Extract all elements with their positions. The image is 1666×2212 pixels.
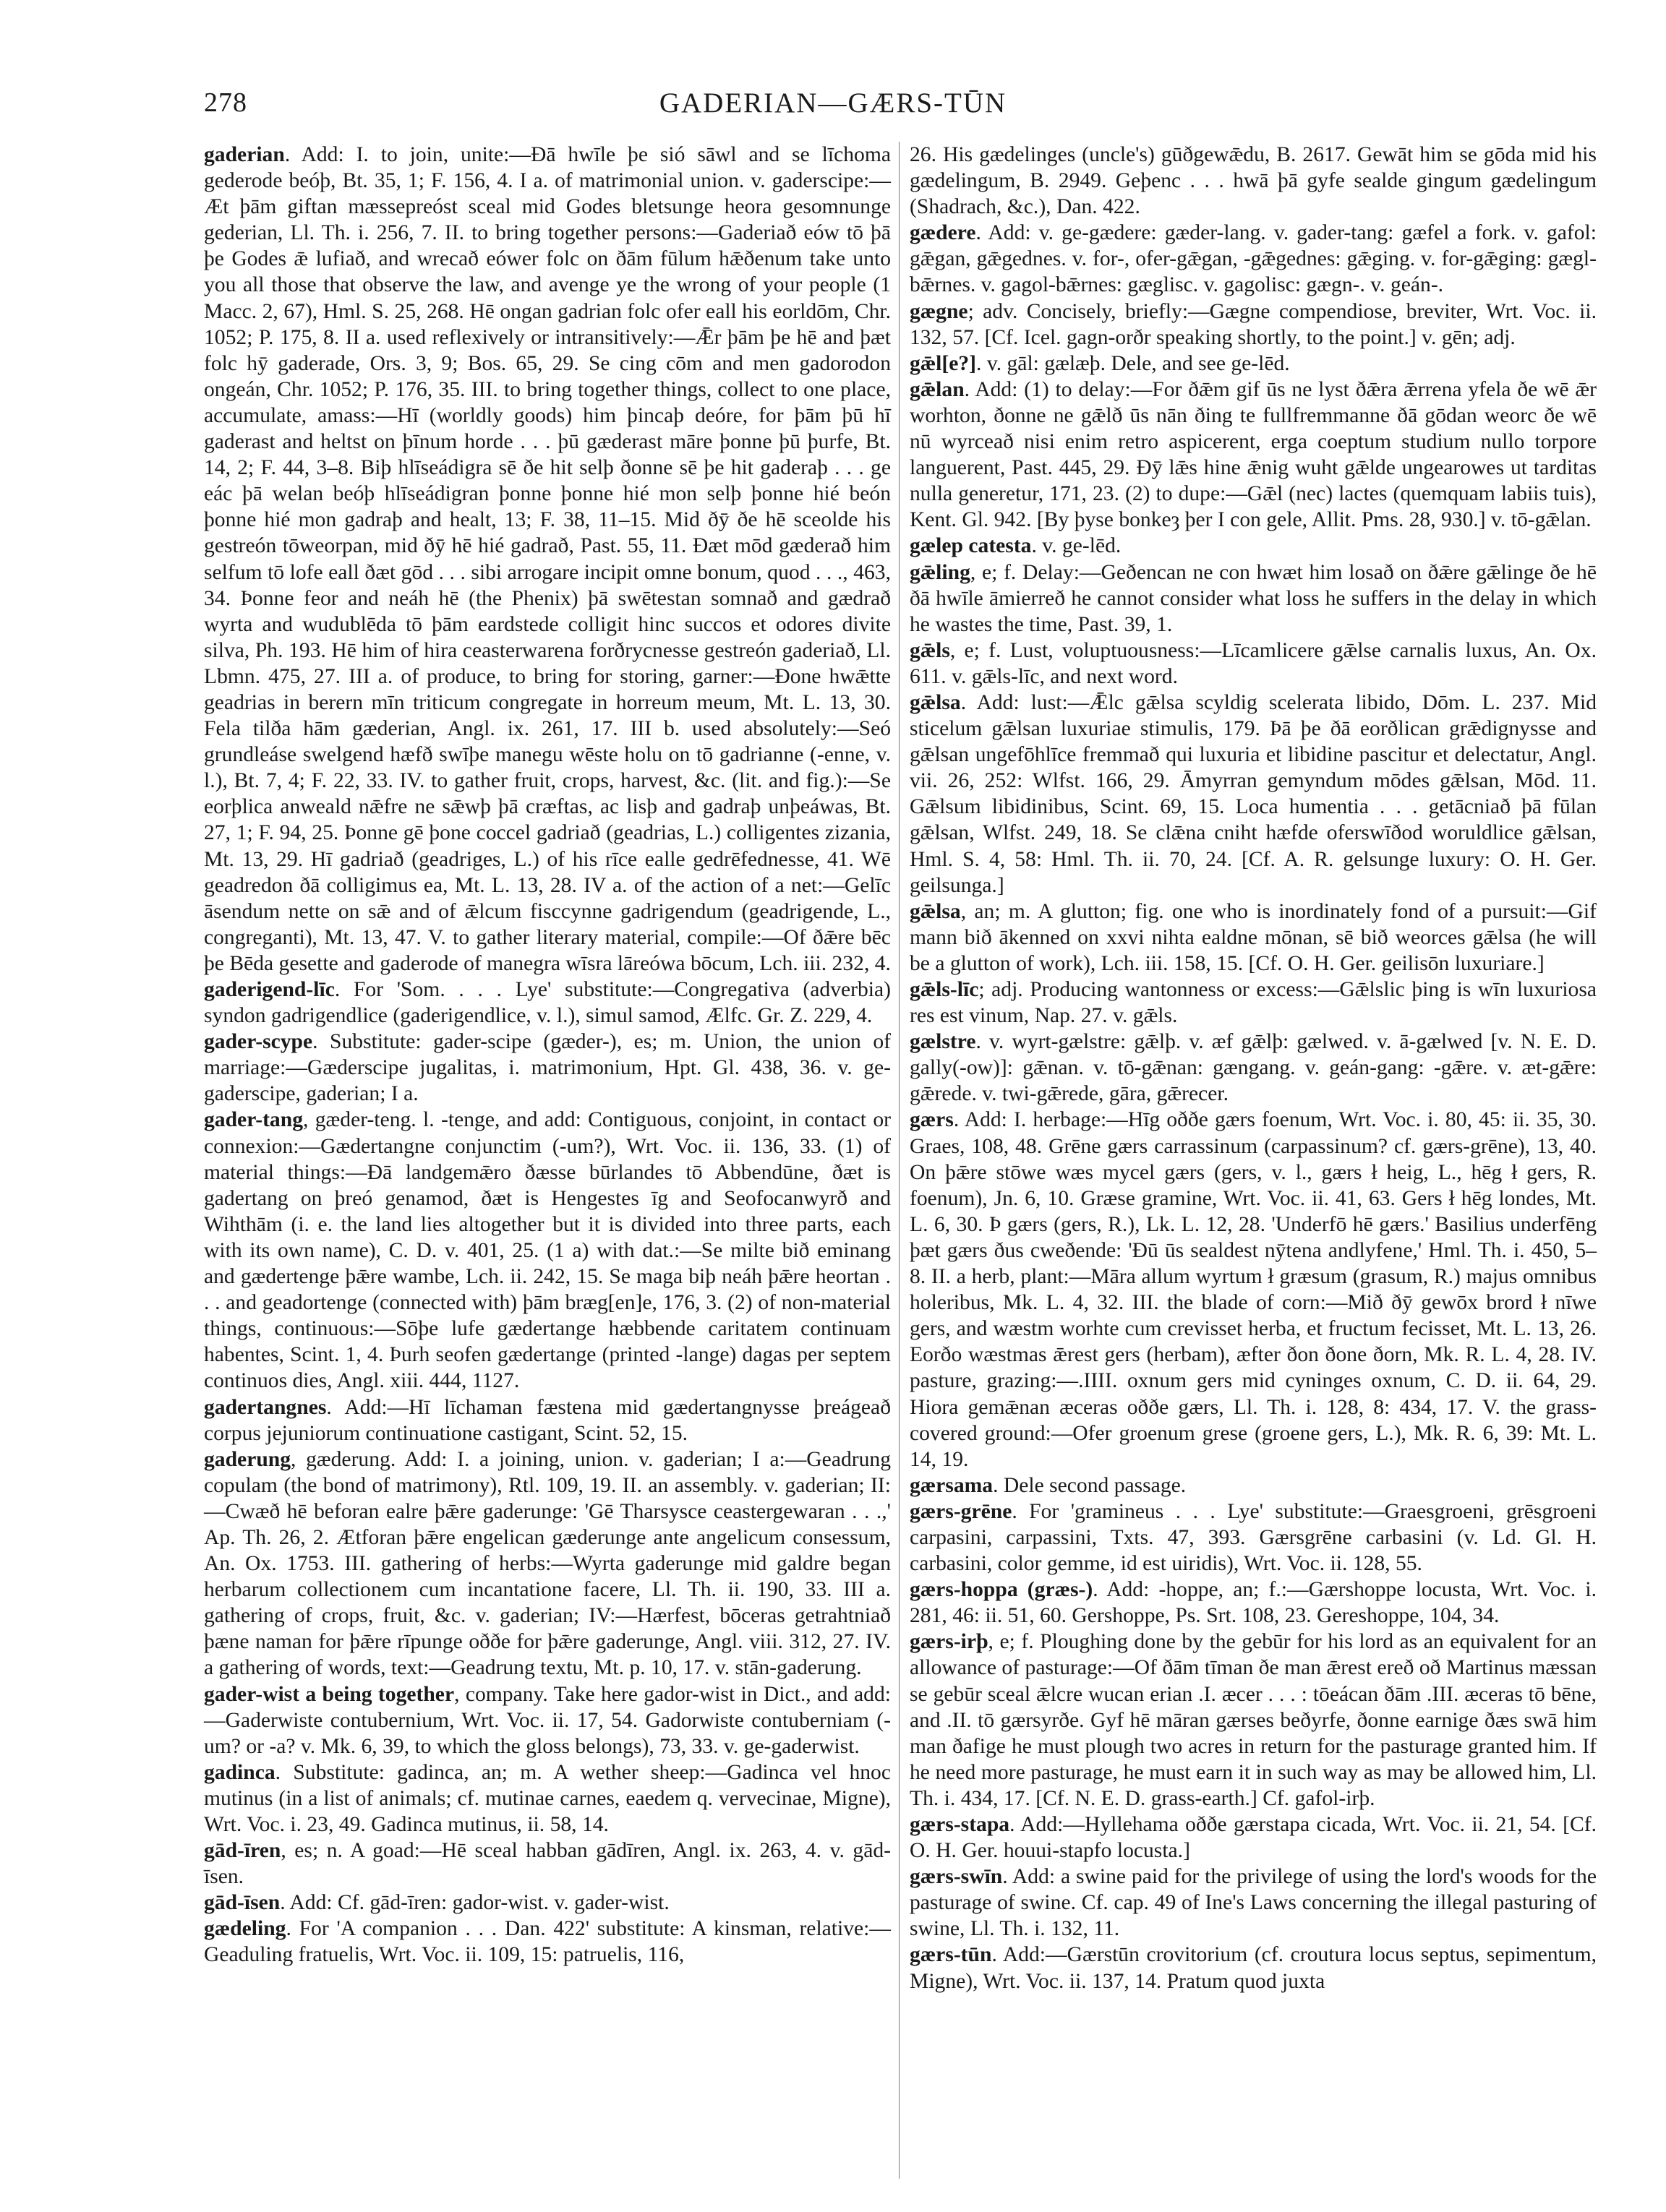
left-column (204, 142, 891, 1968)
headword: gǣling (910, 560, 970, 584)
headword: gærs-swīn (910, 1865, 1003, 1889)
headword: gælep catesta (910, 534, 1032, 558)
dictionary-entry: gærsama. Dele second passage. (910, 1473, 1187, 1497)
right-column (910, 142, 1597, 1994)
headword: gædere (910, 221, 976, 245)
headword: gærs-hoppa (græs-) (910, 1578, 1093, 1602)
headword: gærs-irþ (910, 1630, 988, 1654)
dictionary-entry: gadertangnes. Add:—Hī līchaman fæstena mid gædertangnysse þreágeað corpus jejuniorum continuatione castigant, Scint. 52, 15. (204, 1395, 891, 1445)
dictionary-entry: gærs-swīn. Add: a swine paid for the privilege of using the lord's woods for the pasturage of swine. Cf. cap. 49 of Ine's Laws concerning the illegal pasturing of swine, Ll. Th. i. 132, 11. (910, 1865, 1597, 1941)
headword: gælstre (910, 1030, 976, 1054)
headword: gader-tang (204, 1108, 303, 1132)
dictionary-entry: gǣlan. Add: (1) to delay:—For ðǣm gif ūs ne lyst ðǣra ǣrrena yfela ðe wē ǣr worhton, ðonne ne gǣlð ūs nān ðing te fullfremmanne ðā gōdan weorc ðe wē nū wyrceað nisi enim retro aspicerent, erga coeptum studium nullo torpore languerent, Past. 445, 29. Ðȳ lǣs hine ǣnig wuht gǣlde ungearowes ut tarditas nulla generetur, 171, 23. (2) to dupe:—Gǣl (nec) lactes (quemquam labiis tuis), Kent. Gl. 942. [By þyse bonkeȝ þer I con gele, Allit. Pms. 28, 930.] v. tō-gǣlan. (910, 377, 1597, 532)
headword: gaderung (204, 1447, 291, 1471)
headword: gærs-tūn (910, 1943, 992, 1967)
headword: gader-wist a being together (204, 1682, 455, 1706)
dictionary-entry: gǣling, e; f. Delay:—Geðencan ne con hwæt him losað on ðǣre gǣlinge ðe hē ðā hwīle āmierreð he cannot consider what loss he suffers in the delay in which he wastes the time, Past. 39, 1. (910, 560, 1597, 636)
dictionary-entry: gædeling. For 'A companion . . . Dan. 422' substitute: A kinsman, relative:—Geaduling fratuelis, Wrt. Voc. ii. 109, 15: patruelis, 116, (204, 1917, 891, 1967)
headword: gǣlan (910, 377, 965, 401)
dictionary-entry: gærs-stapa. Add:—Hyllehama oððe gærstapa cicada, Wrt. Voc. ii. 21, 54. [Cf. O. H. Ger. houui-stapfo locusta.] (910, 1813, 1597, 1863)
headword: gædeling (204, 1917, 286, 1941)
dictionary-entry: gǣlsa, an; m. A glutton; fig. one who is inordinately fond of a pursuit:—Gif mann bið ākenned on xxvi nihta ealdne mōnan, sē bið weorces gǣlsa (he will be a glutton of work), Lch. iii. 158, 15. [Cf. O. H. Ger. geilisōn luxuriare.] (910, 899, 1597, 975)
dictionary-entry: gaderian. Add: I. to join, unite:—Ðā hwīle þe sió sāwl and se līchoma gederode beóþ, Bt. 35, 1; F. 156, 4. I a. of matrimonial union. v. gaderscipe:—Æt þām giftan mæssepreóst sceal mid Godes bletsunge heora gesomnunge gederian, Ll. Th. i. 256, 7. II. to bring together persons:—Gaderiað eów tō þā þe Godes ǣ lufiað, and wrecað eówer folc on ðām fūlum hǣðenum take unto you all those that observe the law, and avenge ye the wrong of your people (1 Macc. 2, 67), Hml. S. 25, 268. Hē ongan gadrian folc ofer eall his eorldōm, Chr. 1052; P. 175, 8. II a. used reflexively or intransitively:—Ǣr þām þe hē and þæt folc hȳ gaderade, Ors. 3, 9; Bos. 65, 29. Se cing cōm and men gadorodon ongeán, Chr. 1052; P. 176, 35. III. to bring together things, collect to one place, accumulate, amass:—Hī (worldly goods) him þincaþ deóre, for þām þū hī gaderast and heltst on þīnum horde . . . þū gæderast māre þonne þū þurfe, Bt. 14, 2; F. 44, 3–8. Biþ hlīseádigra sē ðe hit selþ ðonne sē þe hit gaderaþ . . . ge eác þā welan beóþ hlīseádigran þonne þonne hié mon selþ þonne hié beón þonne hié mon gadraþ and healt, 13; F. 38, 11–15. Mid ðȳ ðe hē sceolde his gestreón tōweorpan, mid ðȳ hē hié gadrað, Past. 55, 11. Ðæt mōd gæderað him selfum tō lofe eall ðæt gōd . . . sibi arrogare incipit omne bonum, quod . . ., 463, 34. Þonne feor and neáh hē (the Phenix) þā swētestan somnað and gædrað wyrta and wudublēda tō þām eardstede colligit hinc succos et odores divite silva, Ph. 193. Hē him of hira ceasterwarena forðrycnesse gestreón gaderiað, Ll. Lbmn. 475, 27. III a. of produce, to bring for storing, garner:—Ðone hwǣtte geadrias in berern mīn triticum congregate in horreum meum, Mt. L. 13, 30. Fela tilða hām gæderian, Angl. ix. 261, 17. III b. used absolutely:—Seó grundleáse swelgend hæfð swīþe manegu wēste holu on tō gadrianne (-enne, v. l.), Bt. 7, 4; F. 22, 33. IV. to gather fruit, crops, harvest, &c. (lit. and fig.):—Se eorþlica anweald nǣfre ne sǣwþ þā cræftas, ac lisþ and gadraþ unþeáwas, Bt. 27, 1; F. 94, 25. Þonne gē þone coccel gadriað (geadrias, L.) colligentes zizania, Mt. 13, 29. Hī gadriað (geadriges, L.) of his rīce ealle gedrēfednesse, 41. Wē geadredon ðā colligimus ea, Mt. L. 13, 28. IV a. of the action of a net:—Gelīc āsendum nette on sǣ and of ǣlcum fisccynne gadrigendum (geadrigende, L., congreganti), Mt. 13, 47. V. to gather literary material, compile:—Of ðǣre bēc þe Bēda gesette and gaderode of manegra wīsra lāreówa bōcum, Lch. iii. 232, 4. (204, 143, 891, 975)
headword: gaderigend-līc (204, 978, 335, 1001)
headword: gadertangnes (204, 1395, 327, 1419)
dictionary-entry: gader-tang, gæder-teng. l. -tenge, and add: Contiguous, conjoint, in contact or connexion:—Gædertangne conjunctim (-um?), Wrt. Voc. ii. 136, 33. (1) of material things:—Ðā landgemǣro ðæsse būrlandes tō Abbendūne, ðæt is gadertang on þreó genamod, ðæt is Hengestes īg and Seofocanwyrð and Wihthām (i. e. the land lies altogether but it is divided into three parts, each with its own name), C. D. v. 401, 25. (1 a) with dat.:—Se milte bið eminang and gædertenge þǣre wambe, Lch. ii. 242, 15. Se maga biþ neáh þǣre heortan . . . and geadortenge (connected with) þām bræg[en]e, 176, 3. (2) of non-material things, continuous:—Sōþe lufe gædertange hæbbende caritatem continuam habentes, Scint. 1, 4. Þurh seofen gædertange (printed -lange) dagas per septem continuos dies, Angl. xiii. 444, 1127. (204, 1108, 891, 1393)
running-head: GADERIAN—GÆRS-TŪN (659, 87, 1007, 119)
headword: gadinca (204, 1760, 275, 1784)
headword: gād-īsen (204, 1891, 281, 1915)
headword: gǣlsa (910, 899, 961, 923)
dictionary-entry: gād-īren, es; n. A goad:—Hē sceal habban gādīren, Angl. ix. 263, 4. v. gād-īsen. (204, 1839, 891, 1889)
headword: gǣlsa (910, 690, 961, 714)
headword: gader-scype (204, 1030, 313, 1054)
column-divider (899, 142, 900, 2179)
dictionary-entry: gadinca. Substitute: gadinca, an; m. A wether sheep:—Gadinca vel hnoc mutinus (in a list of animals; cf. mutinae carnes, eaedem q. vervecinae, Migne), Wrt. Voc. i. 23, 49. Gadinca mutinus, ii. 58, 14. (204, 1760, 891, 1836)
dictionary-entry: gǣls, e; f. Lust, voluptuousness:—Līcamlicere gǣlse carnalis luxus, An. Ox. 611. v. gǣls-līc, and next word. (910, 638, 1597, 688)
headword: gǣls-līc (910, 978, 979, 1001)
dictionary-entry: gader-wist a being together, company. Take here gador-wist in Dict., and add:—Gaderwiste contubernium, Wrt. Voc. ii. 17, 54. Gadorwiste contuberniam (-um? or -a? v. Mk. 6, 39, to which the gloss belongs), 73, 33. v. ge-gaderwist. (204, 1682, 891, 1758)
dictionary-entry: gǣls-līc; adj. Producing wantonness or excess:—Gǣlslic þing is wīn luxuriosa res est vinum, Nap. 27. v. gǣls. (910, 978, 1597, 1028)
dictionary-entry: gaderigend-līc. For 'Som. . . . Lye' substitute:—Congregativa (adverbia) syndon gadrigendlice (gaderigendlice, v. l.), simul samod, Ælfc. Gr. Z. 229, 4. (204, 978, 891, 1028)
dictionary-entry: gærs-irþ, e; f. Ploughing done by the gebūr for his lord as an equivalent for an allowance of pasturage:—Of ðām tīman ðe man ǣrest ereð oð Martinus mæssan se gebūr sceal ǣlcre wucan erian .I. æcer . . . : tōeácan ðām .III. æceras tō bēne, and .II. tō gærsyrðe. Gyf hē māran gærses beðyrfe, ðonne earnige ðæs swā him man ðafige he must plough two acres in return for the pasturage granted him. If he need more pasturage, he must earn it in such way as may be allowed him, Ll. Th. i. 434, 17. [Cf. N. E. D. grass-earth.] Cf. gafol-irþ. (910, 1630, 1597, 1810)
headword: gaderian (204, 143, 285, 166)
page-number: 278 (204, 87, 247, 118)
dictionary-entry: gædere. Add: v. ge-gædere: gæder-lang. v. gader-tang: gæfel a fork. v. gafol: gǣgan, gǣgednes. v. for-, ofer-gǣgan, -gǣgednes: gǣging. v. for-gǣging: gægl-bǣrnes. v. gagol-bǣrnes: gæglisc. v. gagolisc: gægn-. v. geán-. (910, 221, 1597, 297)
dictionary-entry: gælstre. v. wyrt-gælstre: gǣlþ. v. æf gǣlþ: gælwed. v. ā-gælwed [v. N. E. D. gally(-ow)]: gǣnan. v. tō-gǣnan: gængang. v. geán-gang: -gǣre. v. æt-gǣre: gǣrede. v. twi-gǣrede, gāra, gǣrecer. (910, 1030, 1597, 1106)
dictionary-entry: gader-scype. Substitute: gader-scipe (gæder-), es; m. Union, the union of marriage:—Gæderscipe jugalitas, i. matrimonium, Hpt. Gl. 438, 36. v. ge-gaderscipe, gaderian; I a. (204, 1030, 891, 1106)
headword: gærs-stapa (910, 1813, 1010, 1836)
headword: gægne (910, 299, 968, 323)
headword: gærs (910, 1108, 954, 1132)
dictionary-entry: gærs-grēne. For 'gramineus . . . Lye' substitute:—Graesgroeni, grēsgroeni carpasini, carpassini, Txts. 47, 393. Gærsgrēne carbasini (v. Ld. Gl. H. carbasini, color gemme, id est uiridis), Wrt. Voc. ii. 128, 55. (910, 1499, 1597, 1576)
dictionary-entry: gærs. Add: I. herbage:—Hīg oððe gærs foenum, Wrt. Voc. i. 80, 45: ii. 35, 30. Graes, 108, 48. Grēne gærs carrassinum (carpassinum? cf. gærs-grēne), 13, 40. On þǣre stōwe wæs mycel gærs (gers, v. l., gærs ł heig, L., hēg ł gers, R. foenum), Jn. 6, 10. Græse gramine, Wrt. Voc. ii. 41, 63. Gers ł hēg londes, Mt. L. 6, 30. Þ gærs (gers, R.), Lk. L. 12, 28. 'Underfō hē gærs.' Basilius underfēng þæt gærs ðus cweðende: 'Ðū ūs sealdest nȳtena andlyfene,' Hml. Th. i. 450, 5–8. II. a herb, plant:—Māra allum wyrtum ł græsum (grasum, R.) majus omnibus holeribus, Mk. L. 4, 32. III. the blade of corn:—Mið ðȳ gewōx brord ł nīwe gers, and wæstm worhte cum crevisset herba, et fructum fecisset, Mt. L. 13, 26. Eorðo wæstmas ǣrest gers (herbam), æfter ðon ðone ðorn, Mk. R. L. 4, 28. IV. pasture, grazing:—.IIII. oxnum gers mid cyninges oxnum, C. D. ii. 64, 29. Hiora gemǣnan æceras oððe gærs, Ll. Th. i. 128, 8: 434, 17. V. the grass-covered ground:—Ofer groenum grese (groene gers, L.), Mk. R. 6, 39: Mt. L. 14, 19. (910, 1108, 1597, 1471)
dictionary-entry: gaderung, gæderung. Add: I. a joining, union. v. gaderian; I a:—Geadrung copulam (the bond of matrimony), Rtl. 109, 19. II. an assembly. v. gaderian; II:—Cwæð hē beforan ealre þǣre gaderunge: 'Gē Tharsysce ceastergewaran . . .,' Ap. Th. 26, 2. Ætforan þǣre engelican gæderunge ante angelicum consessum, An. Ox. 1753. III. gathering of herbs:—Wyrta gaderunge mid galdre began herbarum collectionem cum incantatione facere, Ll. Th. ii. 190, 33. III a. gathering of crops, fruit, &c. v. gaderian; IV:—Hærfest, bōceras getrahtniað þæne naman for þǣre rīpunge oððe for þǣre gaderunge, Angl. viii. 312, 27. IV. a gathering of words, text:—Geadrung textu, Mt. p. 10, 17. v. stān-gaderung. (204, 1447, 891, 1680)
dictionary-entry: gærs-hoppa (græs-). Add: -hoppe, an; f.:—Gærshoppe locusta, Wrt. Voc. i. 281, 46: ii. 51, 60. Gershoppe, Ps. Srt. 108, 23. Gereshoppe, 104, 34. (910, 1578, 1597, 1628)
headword: gǣl[e?] (910, 351, 977, 375)
dictionary-entry: gægne; adv. Concisely, briefly:—Gægne compendiose, breviter, Wrt. Voc. ii. 132, 57. [Cf. Icel. gagn-orðr speaking shortly, to the point.] v. gēn; adj. (910, 299, 1597, 349)
headword: gærs-grēne (910, 1499, 1012, 1523)
headword: gǣls (910, 638, 950, 662)
dictionary-entry: gǣlsa. Add: lust:—Ǣlc gǣlsa scyldig scelerata libido, Dōm. L. 237. Mid sticelum gǣlsan luxuriae stimulis, 179. Þā þe ðā eorðlican grǣdignysse and gǣlsan ungefōhlīce fremmað qui luxuria et libidine pascitur et delectatur, Angl. vii. 26, 252: Wlfst. 166, 29. Āmyrran gemyndum mōdes gǣlsan, Mōd. 11. Gǣlsum libidinibus, Scint. 69, 15. Loca humentia . . . getācniað þā fūlan gǣlsan, Wlfst. 249, 18. Se clǣna cniht hæfde oferswīðod woruldlice gǣlsan, Hml. S. 4, 58: Hml. Th. ii. 70, 24. [Cf. A. R. gelsunge luxury: O. H. Ger. geilsunga.] (910, 690, 1597, 897)
dictionary-entry: 26. His gædelinges (uncle's) gūðgewǣdu, B. 2617. Gewāt him se gōda mid his gædelingum, B. 2949. Geþenc . . . hwā þā gyfe sealde gingum gædelingum (Shadrach, &c.), Dan. 422. (910, 143, 1597, 219)
dictionary-entry: gād-īsen. Add: Cf. gād-īren: gador-wist. v. gader-wist. (204, 1891, 670, 1915)
headword: gærsama (910, 1473, 994, 1497)
dictionary-entry: gælep catesta. v. ge-lēd. (910, 534, 1122, 558)
dictionary-entry: gǣl[e?]. v. gāl: gælæþ. Dele, and see ge-lēd. (910, 351, 1290, 375)
headword: gād-īren (204, 1839, 281, 1863)
dictionary-entry: gærs-tūn. Add:—Gærstūn crovitorium (cf. croutura locus septus, sepimentum, Migne), Wrt. Voc. ii. 137, 14. Pratum quod juxta (910, 1943, 1597, 1993)
